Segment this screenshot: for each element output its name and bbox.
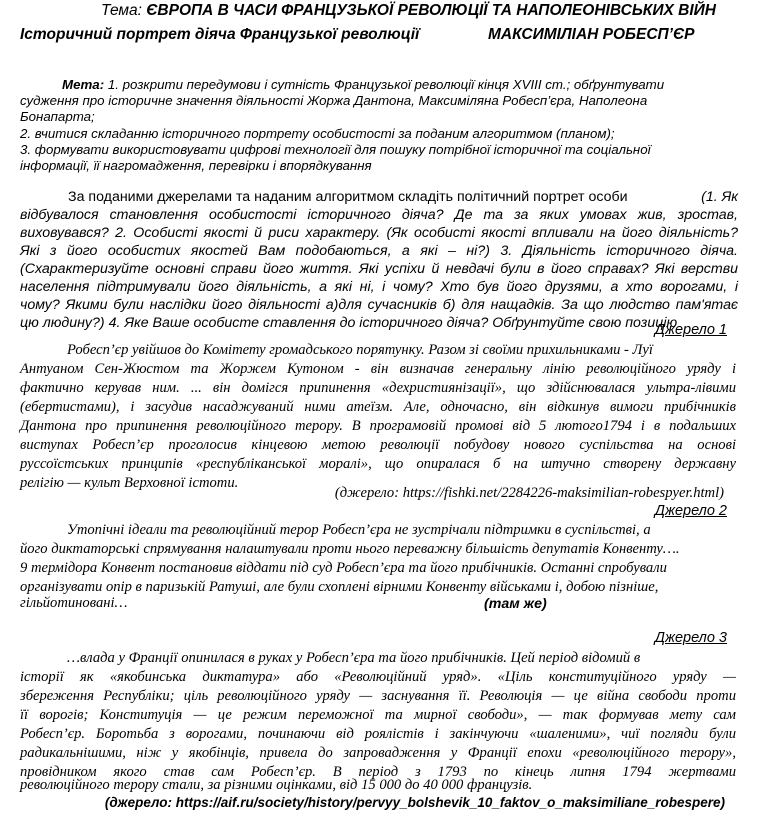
source-2-line-2: його диктаторські спрямування налаштували проти нього переважну більшість депутатів Конвенту…. — [20, 541, 680, 557]
subtitle-right: МАКСИМІЛІАН РОБЕСП’ЄР — [488, 26, 695, 43]
source-3-heading: Джерело 3 — [654, 630, 727, 646]
source-2-line-4: організувати опір в паризькій Ратуші, але були схоплені вірними Конвенту військами і, добою пізніше, — [20, 579, 659, 595]
source-1-line-6: виступах Робесп’єр проголосив кінцевою метою революції побудову нового суспільства на основі — [20, 437, 736, 453]
source-3-citation: (джерело: https://aif.ru/society/history/pervyy_bolshevik_10_faktov_o_maksimiliane_robespere) — [104, 795, 725, 810]
source-1-heading: Джерело 1 — [654, 322, 727, 338]
source-1-line-7: руссоїстських принципів «республіканської моралі», що опиралася б на штучно створену державну — [20, 456, 736, 472]
source-1-line-2: Антуаном Сен-Жюстом та Жоржем Кутоном - він визначав генеральну лінію революційного уряду і — [20, 361, 736, 377]
task-line-5: (Схарактеризуйте основні справи його життя. Які успіхи й невдачі були в його справах? Які верстви — [20, 261, 738, 277]
source-2-line-5: гільйотиновані… — [20, 595, 128, 611]
source-3-line-5: Робесп’єр. Боротьба з ворогами, починаючи від роялістів і закінчуючи «шаленими», чиї погляди були — [20, 726, 736, 742]
source-1-line-5: Дантона про припинення революційного терору. В програмовій промові від 5 лютого1794 і в подальших — [20, 418, 736, 434]
goal-line-5: 3. формувати використовувати цифрові технології для пошуку потрібної історичної та соціальної — [20, 142, 651, 157]
source-1-line-3: фактично керував ним. ... він домігся припинення «дехристиянізації», що здійснювалася ультра-лівими — [20, 380, 736, 396]
goal-label: Мета: — [62, 77, 105, 92]
source-3-line-6: радикальнішими, ніж у якобінців, привела до запровадження у Франції епохи «революційного терору», — [20, 745, 736, 761]
source-3-line-4: її ворогів; Конституція — це режим переможної та мирної свободи», — так формував мету сам — [20, 707, 736, 723]
source-1-line-1: Робесп’єр увійшов до Комітету громадського порятунку. Разом зі своїми прихильниками - Луї — [67, 342, 653, 358]
task-line-1 — [68, 189, 738, 205]
source-3-line-2: історії як «якобинська диктатура» або «Революційний уряд». «Ціль конституційного уряду — — [20, 669, 736, 685]
goal-line-1 — [62, 77, 664, 92]
task-intro-italic: (1. Як — [701, 189, 738, 205]
task-line-3: виховувався? 2. Особисті якості й риси характеру. (Як особисті якості впливали на його діяльність? — [20, 225, 738, 241]
task-line-8: цю людину?) 4. Яке Ваше особисте ставлення до історичного діяча? Обґрунтуйте свою позицію — [20, 315, 678, 331]
goal-line-3: Бонапарта; — [20, 109, 95, 124]
source-3-line-7: провідником якого став сам Робесп’єр. В період з 1793 по кінець липня 1794 жертвами — [20, 764, 736, 780]
source-1-line-8: релігію — культ Верховної істоти. — [20, 475, 239, 491]
goal-line-6: інформації, її нагромадження, перевірки і впорядкування — [20, 158, 372, 173]
goal-line-2: судження про історичне значення діяльності Жоржа Дантона, Максиміляна Робесп’єра, Наполеона — [20, 93, 648, 108]
source-2-heading: Джерело 2 — [654, 503, 727, 519]
source-3-line-8: революційного терору стали, за різними оцінками, від 15 000 до 40 000 французів. — [20, 777, 533, 793]
subtitle-left: Історичний портрет діяча Французької революції — [20, 26, 420, 43]
source-3-line-3: збереження Республіки; ціль революційного уряду — заснування її. Революція — це війна свободи проти — [20, 688, 736, 704]
source-2-note: (там же) — [484, 596, 547, 612]
task-intro: За поданими джерелами та наданим алгоритмом складіть політичний портрет особи — [68, 189, 628, 205]
goal-text-1: 1. розкрити передумови і сутність Французької революції кінця XVIII ст.; обґрунтувати — [104, 77, 665, 92]
topic-line — [101, 2, 716, 20]
topic-title: ЄВРОПА В ЧАСИ ФРАНЦУЗЬКОЇ РЕВОЛЮЦІЇ ТА НАПОЛЕОНІВСЬКИХ ВІЙН — [146, 2, 716, 19]
source-1-line-4: (ебертистами), і засудив насаджуваний ними атеїзм. Але, одночасно, він відкинув вимоги прибічників — [20, 399, 736, 415]
task-line-2: відбувалося становлення особистості історичного діяча? Де та за яких умовах жив, зростав, — [20, 207, 738, 223]
task-line-4: Які з його особистих якостей Вам подобаються, а які – ні?) 3. Діяльність історичного діяча. — [20, 243, 738, 259]
goal-line-4: 2. вчитися складанню історичного портрету особистості за поданим алгоритмом (планом); — [20, 126, 615, 141]
source-2-line-1: Утопічні ідеали та революційний терор Робесп’єра не зустрічали підтримки в суспільстві, а — [67, 522, 651, 538]
source-2-line-3: 9 термідора Конвент постановив віддати під суд Робесп’єра та його прибічників. Останні спробували — [20, 560, 667, 576]
source-1-citation: (джерело: https://fishki.net/2284226-maksimilian-robespyer.html) — [334, 485, 724, 501]
source-3-line-1: …влада у Франції опинилася в руках у Робесп’єра та його прибічників. Цей період відомий в — [67, 650, 641, 666]
topic-label: Тема: — [101, 2, 142, 19]
task-line-7: чому? Якими були наслідки його діяльності а)для сучасників б) для нащадків. За що людство пам'ятає — [20, 297, 738, 313]
task-line-6: населення підтримували його діяльність, а які ні, і чому? Хто був його друзями, а хто ворогами, і — [20, 279, 738, 295]
